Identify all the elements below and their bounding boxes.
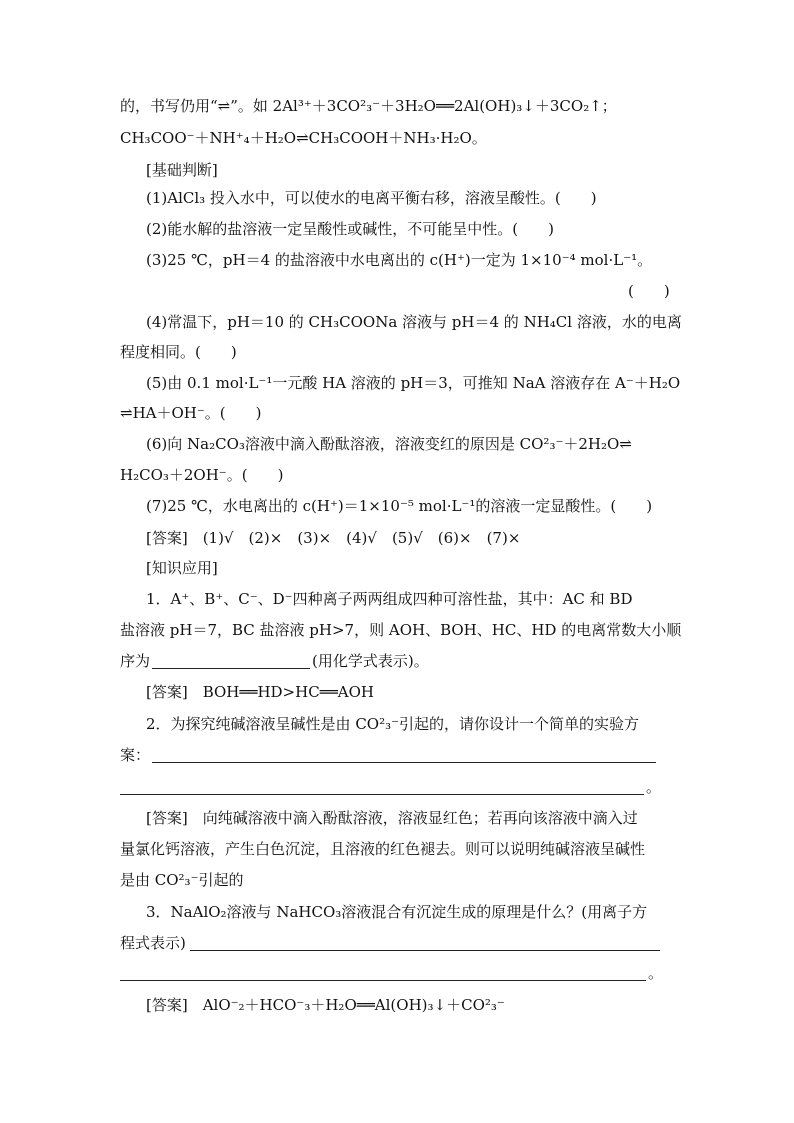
fill-blank [190, 950, 660, 951]
text-line: 程式表示) [120, 934, 186, 952]
text-line: (用化学式表示)。 [312, 652, 429, 670]
text-line: ⇌HA＋OH⁻。( ) [120, 404, 262, 422]
text-line: 案： [120, 746, 151, 764]
text-line: 盐溶液 pH＝7，BC 盐溶液 pH>7，则 AOH、BOH、HC、HD 的电离常数大小顺 [120, 621, 682, 639]
answer-paren: ( ) [628, 282, 670, 300]
text-line: 序为 [120, 652, 151, 670]
fill-blank [152, 762, 656, 763]
question-item: 1．A⁺、B⁺、C⁻、D⁻四种离子两两组成四种可溶性盐，其中：AC 和 BD [146, 590, 633, 608]
question-item: 3．NaAlO₂溶液与 NaHCO₃溶液混合有沉淀生成的原理是什么？(用离子方 [146, 903, 648, 921]
question-item: (6)向 Na₂CO₃溶液中滴入酚酞溶液，溶液变红的原因是 CO²₃⁻＋2H₂O⇌ [146, 435, 632, 453]
fill-blank [120, 794, 644, 795]
text-line: CH₃COO⁻＋NH⁺₄＋H₂O⇌CH₃COOH＋NH₃·H₂O。 [120, 129, 487, 147]
question-item: (4)常温下，pH＝10 的 CH₃COONa 溶液与 pH＝4 的 NH₄Cl 溶液，水的电离 [146, 313, 682, 331]
section-heading: [基础判断] [146, 161, 218, 179]
text-line: 的，书写仍用“⇌”。如 2Al³⁺＋3CO²₃⁻＋3H₂O══2Al(OH)₃↓＋3CO₂↑； [120, 97, 617, 115]
text-line: 是由 CO²₃⁻引起的 [120, 871, 244, 889]
text-line: 程度相同。( ) [120, 343, 237, 361]
question-item: (5)由 0.1 mol·L⁻¹一元酸 HA 溶液的 pH＝3，可推知 NaA 溶液存在 A⁻＋H₂O [146, 374, 681, 392]
question-item: (7)25 ℃，水电离出的 c(H⁺)＝1×10⁻⁵ mol·L⁻¹的溶液一定显酸性。( ) [146, 497, 653, 515]
text-line: 。 [648, 964, 664, 982]
answer-line: [答案] (1)√ (2)× (3)× (4)√ (5)√ (6)× (7)× [146, 529, 521, 547]
text-line: H₂CO₃＋2OH⁻。( ) [120, 466, 284, 484]
answer-line: [答案] 向纯碱溶液中滴入酚酞溶液，溶液显红色；若再向该溶液中滴入过 [146, 809, 638, 827]
fill-blank [120, 980, 646, 981]
answer-line: [答案] AlO⁻₂＋HCO⁻₃＋H₂O══Al(OH)₃↓＋CO²₃⁻ [146, 996, 505, 1014]
question-item: (3)25 ℃，pH＝4 的盐溶液中水电离出的 c(H⁺)一定为 1×10⁻⁴ mol·L⁻¹。 [146, 251, 653, 269]
question-item: 2．为探究纯碱溶液呈碱性是由 CO²₃⁻引起的，请你设计一个简单的实验方 [146, 715, 640, 733]
question-item: (2)能水解的盐溶液一定呈酸性或碱性，不可能呈中性。( ) [146, 220, 554, 238]
fill-blank [152, 668, 310, 669]
question-item: (1)AlCl₃ 投入水中，可以使水的电离平衡右移，溶液呈酸性。( ) [146, 189, 597, 207]
answer-line: [答案] BOH══HD>HC══AOH [146, 683, 374, 701]
text-line: 。 [646, 778, 662, 796]
text-line: 量氯化钙溶液，产生白色沉淀，且溶液的红色褪去。则可以说明纯碱溶液呈碱性 [120, 840, 646, 858]
section-heading: [知识应用] [146, 559, 218, 577]
